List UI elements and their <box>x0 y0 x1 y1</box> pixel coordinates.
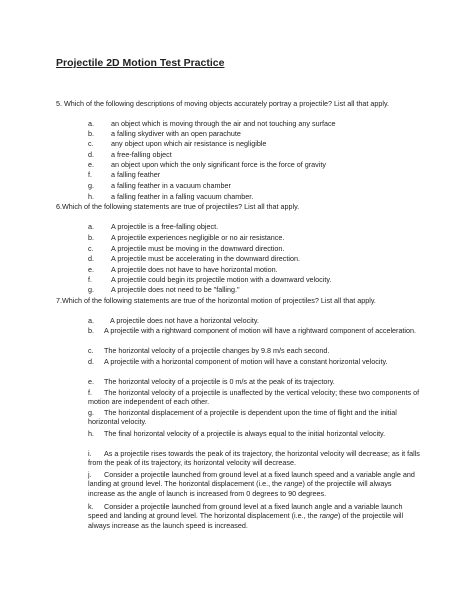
q7-option-h: h. The final horizontal velocity of a projectile is always equal to the initial horizontal velocity. <box>88 429 386 438</box>
page-title: Projectile 2D Motion Test Practice <box>56 57 225 69</box>
q7-option-k: k. Consider a projectile launched from ground level at a fixed launch angle and a variable launch speed and landing at ground level. The horizontal displacement (i.e., the range) of the projectile will always increase as the launch speed is increased. <box>88 502 404 530</box>
q5-option-c: c. any object upon which air resistance is negligible <box>88 139 267 148</box>
q6-option-a: a. A projectile is a free-falling object. <box>88 222 219 231</box>
q6-option-d: d. A projectile must be accelerating in the downward direction. <box>88 254 300 263</box>
q7-option-g: g. The horizontal displacement of a projectile is dependent upon the time of flight and the initial horizontal velocity. <box>88 408 397 427</box>
q5-option-a: a. an object which is moving through the air and not touching any surface <box>88 119 336 128</box>
q7-option-d: d. A projectile with a horizontal component of motion will have a constant horizontal velocity. <box>88 357 388 366</box>
q7-option-b: b. A projectile with a rightward component of motion will have a rightward component of acceleration. <box>88 326 417 335</box>
q5-option-b: b. a falling skydiver with an open parachute <box>88 129 241 138</box>
q6-option-c: c. A projectile must be moving in the downward direction. <box>88 244 285 253</box>
q6-option-b: b. A projectile experiences negligible or no air resistance. <box>88 233 285 242</box>
q7-option-j: j. Consider a projectile launched from ground level at a fixed launch speed and a variable angle and landing at ground level. The horizontal displacement (i.e., the range) of the projectile will always increase as the angle of launch is increased from 0 degrees to 90 degrees. <box>88 470 415 498</box>
q5-option-e: e. an object upon which the only significant force is the force of gravity <box>88 160 326 169</box>
q7-option-i: i. As a projectile rises towards the peak of its trajectory, the horizontal velocity will decrease; as it falls from the peak of its trajectory, its horizontal velocity will decrease. <box>88 449 420 468</box>
question-5-prompt: 5. Which of the following descriptions of moving objects accurately portray a projectile? List all that apply. <box>56 99 390 108</box>
q5-option-h: h. a falling feather in a falling vacuum chamber. <box>88 192 254 201</box>
q6-option-g: g. A projectile does not need to be "falling." <box>88 285 240 294</box>
question-7-prompt: 7.Which of the following statements are true of the horizontal motion of projectiles? List all that apply. <box>56 296 376 305</box>
q7-option-a: a. A projectile does not have a horizontal velocity. <box>88 316 259 325</box>
q5-option-d: d. a free-falling object <box>88 150 172 159</box>
q5-option-g: g. a falling feather in a vacuum chamber <box>88 181 231 190</box>
q5-option-f: f. a falling feather <box>88 170 161 179</box>
q7-option-c: c. The horizontal velocity of a projectile changes by 9.8 m/s each second. <box>88 346 330 355</box>
question-6-prompt: 6.Which of the following statements are true of projectiles? List all that apply. <box>56 202 300 211</box>
q6-option-f: f. A projectile could begin its projectile motion with a downward velocity. <box>88 275 332 284</box>
q6-option-e: e. A projectile does not have to have horizontal motion. <box>88 265 278 274</box>
q7-option-f: f. The horizontal velocity of a projectile is unaffected by the vertical velocity; these two components of motion are independent of each other. <box>88 388 420 407</box>
q7-option-e: e. The horizontal velocity of a projectile is 0 m/s at the peak of its trajectory. <box>88 377 335 386</box>
